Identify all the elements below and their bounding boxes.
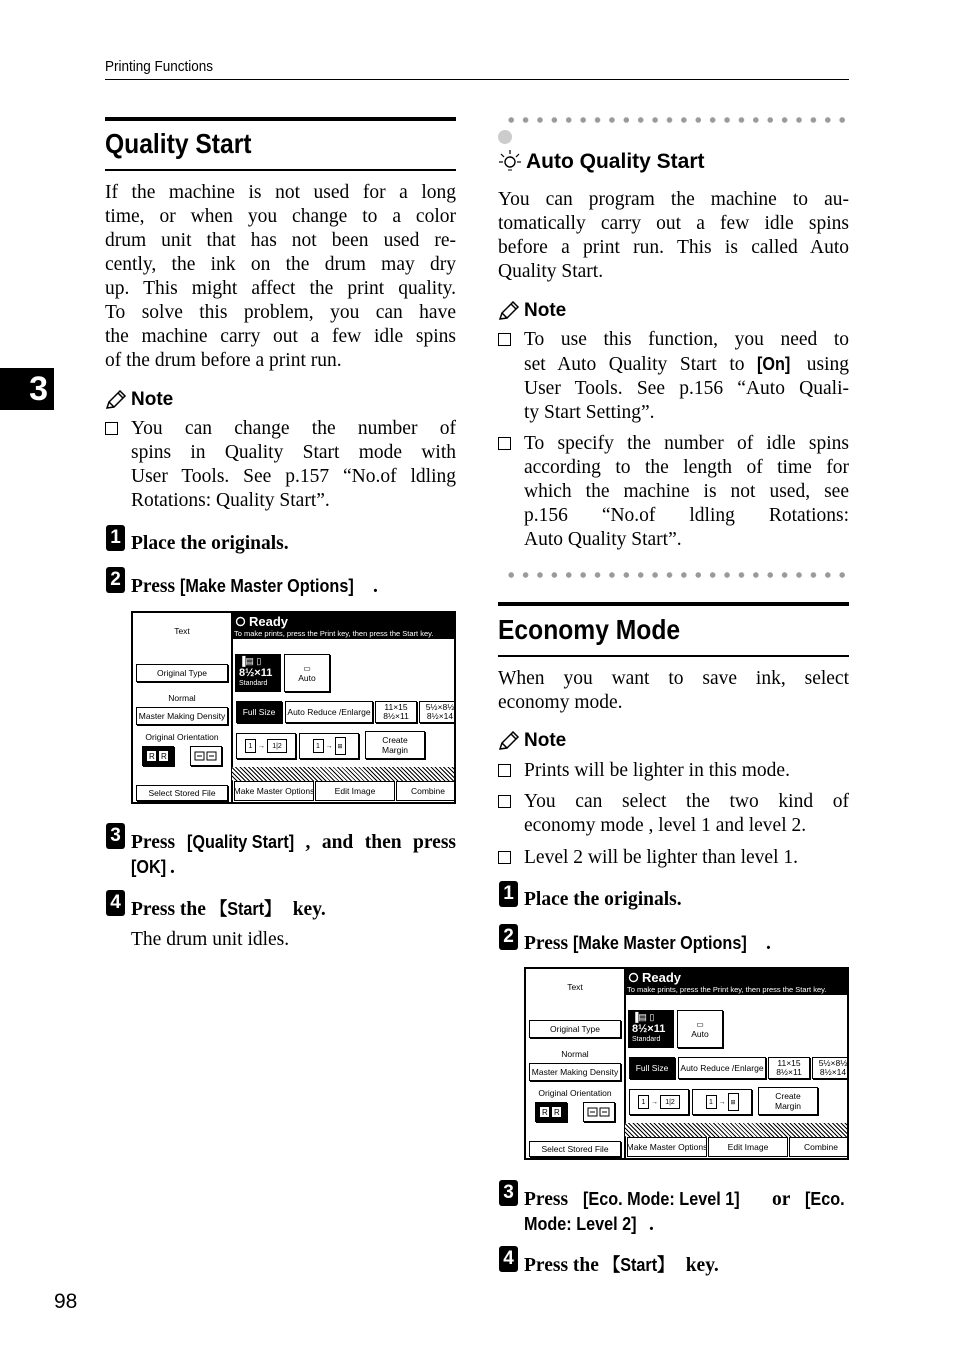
step-number-badge: 2: [106, 567, 125, 593]
screen-left-panel: [526, 969, 626, 1158]
tip-line: You can program the machine to au-: [498, 189, 849, 210]
auto-paper-button[interactable]: [677, 1010, 723, 1048]
step-text: Press [Make Master Options] .: [524, 933, 771, 954]
page-icon: 1|2: [660, 1095, 680, 1109]
ratio-button-2[interactable]: 5½×8½ 8½×14: [419, 701, 456, 723]
note-label: Note: [131, 389, 174, 410]
paper-sub: Standard: [239, 680, 268, 687]
section-top-rule: [105, 117, 456, 121]
arrow-right-icon: →: [651, 1098, 658, 1106]
note-item: Prints will be lighter in this mode.: [498, 759, 849, 783]
step-text: Press [Make Master Options] .: [131, 576, 378, 597]
auto-reduce-enlarge-button[interactable]: Auto Reduce /Enlarge: [285, 701, 373, 723]
section-title-quality-start: Quality Start: [105, 128, 252, 159]
tab-edit-image[interactable]: Edit Image: [708, 1137, 788, 1157]
checkbox-bullet-icon: [498, 333, 511, 346]
orientation-portrait-button[interactable]: [142, 746, 174, 766]
step-number-badge: 1: [106, 525, 125, 551]
button-keyword: [Make Master Options]: [179, 576, 354, 596]
orientation-label: Original Orientation: [145, 732, 219, 742]
section-bottom-rule: [105, 169, 456, 171]
orientation-landscape-button[interactable]: [190, 746, 222, 766]
original-type-button[interactable]: Original Type: [136, 664, 228, 682]
page-icon: 1: [706, 1095, 717, 1109]
svg-text:R: R: [542, 1108, 548, 1117]
orientation-portrait-icon: [539, 1106, 563, 1118]
paper-tray-button[interactable]: [628, 1010, 674, 1048]
step-text: Press the 【Start】 key.: [524, 1255, 719, 1276]
normal-label: Normal: [561, 1049, 589, 1059]
tip-line: Quality Start.: [498, 261, 604, 282]
tip-corner-dot: [498, 130, 512, 144]
button-keyword: [Eco. Mode: Level 1]: [583, 1189, 740, 1209]
step-text: Press the 【Start】 key.: [131, 899, 326, 920]
step-result: The drum unit idles.: [131, 929, 290, 950]
screen-left-panel: [133, 613, 233, 802]
status-message: To make prints, press the Print key, then press the Start key.: [627, 985, 827, 994]
auto-label: Auto: [298, 672, 316, 683]
page-icon: 1: [245, 739, 256, 753]
step-number-badge: 4: [106, 890, 125, 916]
section-title-economy-mode: Economy Mode: [498, 614, 681, 645]
economy-intro: When you want to save ink, select economy mode.: [498, 668, 849, 713]
checkbox-bullet-icon: [105, 422, 118, 435]
tab-make-master-options[interactable]: Make Master Options: [234, 781, 314, 801]
tip-line: tomatically carry out a few idle spins: [498, 213, 849, 234]
step-text: Press [Quality Start] , and then press [OK] .: [131, 832, 456, 878]
page-icon: 1: [313, 739, 324, 753]
intro-line: cently, the ink on the drum may dry: [105, 254, 456, 275]
step-text: Place the originals.: [131, 533, 289, 554]
paper-tray-button[interactable]: [235, 654, 281, 692]
step-number-badge: 4: [499, 1246, 518, 1272]
button-keyword: [Eco.: [805, 1189, 845, 1209]
combine-1to4-button[interactable]: [299, 733, 359, 759]
pencil-icon: [498, 731, 520, 751]
note-label: Note: [524, 300, 567, 321]
running-header: Printing Functions: [105, 58, 214, 75]
quality-start-intro: [105, 181, 456, 373]
select-stored-file-button[interactable]: Select Stored File: [136, 785, 228, 801]
hatched-divider: [625, 1123, 847, 1137]
arrow-right-icon: →: [325, 742, 333, 750]
intro-line: If the machine is not used for a long: [105, 182, 456, 203]
arrow-right-icon: →: [258, 742, 265, 750]
intro-line: drum unit that has not been used re-: [105, 230, 456, 251]
refresh-icon: [235, 616, 246, 627]
ratio-button-1[interactable]: 11×15 8½×11: [375, 701, 417, 723]
full-size-button[interactable]: Full Size: [236, 701, 282, 723]
lightbulb-icon: [498, 149, 522, 175]
orientation-landscape-icon: [587, 1106, 611, 1118]
refresh-icon: [628, 972, 639, 983]
arrow-right-icon: →: [718, 1098, 726, 1106]
page-icon: ⊞: [335, 737, 346, 755]
note-item: To specify the number of idle spins according to the length of time for which the machine is not used, see p.156 “No.of ldling Rotations: Auto Quality Start”.: [498, 432, 849, 552]
button-keyword: [Make Master Options]: [572, 933, 747, 953]
button-keyword: [Quality Start]: [186, 832, 294, 852]
section-bottom-rule: [498, 655, 849, 657]
checkbox-bullet-icon: [498, 795, 511, 808]
auto-reduce-enlarge-button[interactable]: Auto Reduce /Enlarge: [678, 1057, 766, 1079]
text-mode-label: Text: [174, 626, 190, 636]
note-heading: [498, 730, 566, 752]
step-number-badge: 2: [499, 924, 518, 950]
select-stored-file-button[interactable]: Select Stored File: [529, 1141, 621, 1157]
chapter-tab: 3: [0, 368, 54, 410]
master-density-button[interactable]: Master Making Density: [136, 707, 228, 725]
paper-sub: Standard: [632, 1036, 661, 1043]
tab-make-master-options[interactable]: Make Master Options: [627, 1137, 707, 1157]
checkbox-bullet-icon: [498, 764, 511, 777]
document-icon: ▭: [696, 1019, 704, 1029]
combine-1to2-button[interactable]: [629, 1089, 689, 1115]
combine-1to2-button[interactable]: [236, 733, 296, 759]
status-ready: Ready: [642, 970, 682, 985]
page-icon: 1|2: [267, 739, 287, 753]
svg-text:R: R: [161, 752, 167, 761]
note-line: You can change the number of: [131, 418, 456, 439]
step-text: Place the originals.: [524, 889, 682, 910]
step-number-badge: 1: [499, 881, 518, 907]
note-heading: [498, 300, 566, 322]
step-number-badge: 3: [499, 1180, 518, 1206]
hard-key: 【Start】: [603, 1255, 674, 1275]
note-line: Rotations: Quality Start”.: [131, 490, 330, 511]
paper-size: 8½×11: [239, 667, 273, 679]
note-item: To use this function, you need to set Auto Quality Start to [On] using User Tools. See p.156 “Auto Quali- ty Start Setting”.: [498, 328, 849, 424]
ratio-button-1[interactable]: 11×15 8½×11: [768, 1057, 810, 1079]
note-item: [105, 417, 456, 517]
tip-dotted-rule-bottom: [504, 572, 849, 578]
pencil-icon: [105, 390, 127, 410]
svg-text:R: R: [554, 1108, 560, 1117]
page-number: 98: [54, 1290, 78, 1313]
combine-1to4-button[interactable]: [692, 1089, 752, 1115]
orientation-portrait-icon: [146, 750, 170, 762]
section-top-rule: [498, 602, 849, 606]
button-keyword: [OK]: [131, 857, 167, 877]
pencil-icon: [498, 301, 520, 321]
full-size-button[interactable]: Full Size: [629, 1057, 675, 1079]
status-message: To make prints, press the Print key, then press the Start key.: [234, 629, 434, 638]
header-rule: [105, 79, 849, 80]
tip-heading: [498, 149, 705, 175]
normal-label: Normal: [168, 693, 196, 703]
hard-key: 【Start】: [210, 899, 281, 919]
page-icon: 1: [638, 1095, 649, 1109]
copier-screen: [524, 967, 849, 1160]
step-number-badge: 3: [106, 823, 125, 849]
note-line: spins in Quality Start mode with: [131, 442, 456, 463]
tip-body: [498, 188, 849, 284]
note-heading: [105, 389, 173, 411]
status-bar: [232, 613, 454, 639]
intro-line: up. This might affect the print quality.: [105, 278, 456, 299]
hatched-divider: [232, 767, 454, 781]
intro-line: time, or when you change to a color: [105, 206, 456, 227]
auto-label: Auto: [691, 1028, 709, 1039]
status-bar: [625, 969, 847, 995]
step-text: Press [Eco. Mode: Level 1] or [Eco. Mode: Level 2] .: [524, 1189, 845, 1235]
tray-icon: ▐▤ ▯: [239, 656, 262, 666]
intro-line: of the drum before a print run.: [105, 350, 342, 371]
original-type-button[interactable]: Original Type: [529, 1020, 621, 1038]
intro-line: To solve this problem, you can have: [105, 302, 456, 323]
orientation-landscape-icon: [194, 750, 218, 762]
note-line: User Tools. See p.157 “No.of ldling: [131, 466, 456, 487]
auto-paper-button[interactable]: [284, 654, 330, 692]
button-keyword: Mode: Level 2]: [524, 1214, 637, 1234]
tab-combine[interactable]: Combine: [396, 781, 456, 801]
document-icon: ▭: [303, 663, 311, 673]
button-keyword: [On]: [757, 354, 791, 374]
paper-size: 8½×11: [632, 1023, 666, 1035]
create-margin-button[interactable]: Create Margin: [365, 731, 425, 759]
text-mode-label: Text: [567, 982, 583, 992]
master-density-button[interactable]: Master Making Density: [529, 1063, 621, 1081]
orientation-portrait-button[interactable]: [535, 1102, 567, 1122]
tray-icon: ▐▤ ▯: [632, 1012, 655, 1022]
tab-combine[interactable]: Combine: [789, 1137, 849, 1157]
tab-edit-image[interactable]: Edit Image: [315, 781, 395, 801]
orientation-landscape-button[interactable]: [583, 1102, 615, 1122]
note-item: Level 2 will be lighter than level 1.: [498, 846, 849, 870]
status-ready: Ready: [249, 614, 289, 629]
intro-line: the machine carry out a few idle spins: [105, 326, 456, 347]
note-item: You can select the two kind of economy mode , level 1 and level 2.: [498, 790, 849, 838]
tip-line: before a print run. This is called Auto: [498, 237, 849, 258]
checkbox-bullet-icon: [498, 437, 511, 450]
create-margin-button[interactable]: Create Margin: [758, 1087, 818, 1115]
svg-text:R: R: [149, 752, 155, 761]
ratio-button-2[interactable]: 5½×8½ 8½×14: [812, 1057, 849, 1079]
copier-screen: [131, 611, 456, 804]
tip-dotted-rule-top: [504, 117, 849, 123]
checkbox-bullet-icon: [498, 851, 511, 864]
note-label: Note: [524, 730, 567, 751]
orientation-label: Original Orientation: [538, 1088, 612, 1098]
page-icon: ⊞: [728, 1093, 739, 1111]
tip-title: Auto Quality Start: [526, 150, 705, 173]
